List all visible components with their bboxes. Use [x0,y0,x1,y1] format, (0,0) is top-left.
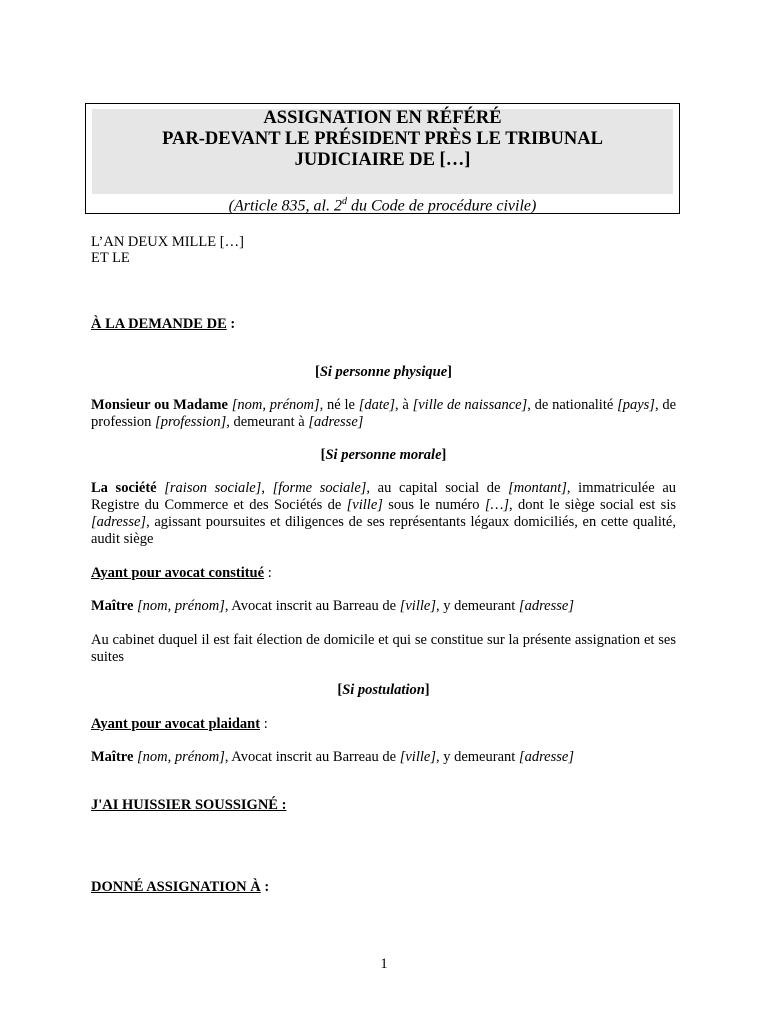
placeholder-ville: [ville] [399,749,436,765]
placeholder-adresse: [adresse] [308,414,364,430]
avocat-plaidant-heading-suffix: : [260,716,268,732]
avocat-constitue-heading-text: Ayant pour avocat constitué [91,565,265,581]
physique-marker-close: ] [447,364,452,380]
text-fragment: , né le [319,397,359,413]
text-fragment: sous le numéro [382,497,485,513]
text-fragment: , dont le siège social est sis [509,497,676,513]
demande-heading-text: À LA DEMANDE DE [91,316,227,332]
avocat-plaidant-paragraph [91,749,676,766]
subtitle-superscript: d [341,196,347,207]
placeholder-date: [date] [358,397,395,413]
text-fragment: , Avocat inscrit au Barreau de [224,749,400,765]
document-title [86,108,679,171]
assignation-heading-suffix: : [260,879,270,895]
placeholder-numero: […] [484,497,510,513]
placeholder-adresse: [adresse] [518,598,574,614]
placeholder-forme-sociale: [forme sociale] [272,480,367,496]
postulation-marker [91,682,676,699]
subtitle-text-a: (Article 835, al. 2 [228,197,342,215]
text-fragment: , demeurant à [226,414,309,430]
intro-line-2: ET LE [91,250,130,266]
physique-marker-open: [ [315,364,320,380]
placeholder-ville: [ville] [399,598,436,614]
placeholder-ville-naissance: [ville de naissance] [412,397,528,413]
personne-morale-paragraph [91,480,676,548]
morale-marker-open: [ [320,447,326,463]
page-number: 1 [380,956,388,972]
title-line-2: PAR-DEVANT LE PRÉSIDENT PRÈS LE TRIBUNAL [162,129,603,149]
title-box [85,103,680,214]
text-fragment: , de profession [91,397,677,430]
assignation-heading-text: DONNÉ ASSIGNATION À [91,879,261,895]
text-fragment: , immatriculée au Registre du Commerce et des Sociétés de [91,480,677,513]
text-fragment: , Avocat inscrit au Barreau de [224,598,400,614]
personne-physique-paragraph [91,397,676,431]
placeholder-pays: [pays] [617,397,655,413]
subtitle-text-b: du Code de procédure civile) [346,197,537,215]
text-fragment: , agissant poursuites et diligences de ses représentants légaux domiciliés, en cette qualité, audit siège [91,514,676,547]
morale-marker-text: Si personne morale [325,447,442,463]
physique-marker [91,364,676,381]
text-fragment: , au capital social de [366,480,509,496]
physique-marker-text: Si personne physique [319,364,448,380]
avocat-constitue-paragraph [91,598,676,615]
postulation-marker-text: Si postulation [342,682,425,698]
placeholder-nom-prenom: [nom, prénom] [231,397,320,413]
placeholder-adresse: [adresse] [91,514,147,530]
text-fragment: , [261,480,273,496]
title-line-1: ASSIGNATION EN RÉFÉRÉ [263,108,502,128]
huissier-heading: J'AI HUISSIER SOUSSIGNÉ : [91,797,287,813]
cabinet-paragraph: Au cabinet duquel il est fait élection de domicile et qui se constitue sur la présente assignation et ses suites [91,632,676,665]
text-fragment: , y demeurant [435,749,519,765]
morale-marker [91,447,676,464]
placeholder-ville: [ville] [346,497,383,513]
intro-line-1: L’AN DEUX MILLE […] [91,234,244,250]
text-fragment: , y demeurant [435,598,519,614]
morale-label: La société [91,480,157,496]
assignation-heading [91,879,676,896]
document-subtitle [86,196,679,215]
placeholder-profession: [profession] [155,414,227,430]
physique-label: Monsieur ou Madame [91,397,228,413]
title-line-3: JUDICIAIRE DE […] [294,150,471,170]
placeholder-adresse: [adresse] [518,749,574,765]
placeholder-nom-prenom: [nom, prénom] [137,598,225,614]
placeholder-raison-sociale: [raison sociale] [164,480,262,496]
avocat-constitue-heading [91,565,676,582]
morale-marker-close: ] [441,447,447,463]
maitre-label: Maître [91,598,134,614]
placeholder-montant: [montant] [508,480,567,496]
avocat-plaidant-heading-text: Ayant pour avocat plaidant [91,716,261,732]
demande-heading [91,316,676,333]
text-fragment: , de nationalité [527,397,618,413]
demande-heading-suffix: : [226,316,236,332]
postulation-marker-open: [ [337,682,343,698]
text-fragment: , à [395,397,413,413]
postulation-marker-close: ] [424,682,430,698]
maitre-label: Maître [91,749,134,765]
avocat-constitue-heading-suffix: : [264,565,272,581]
placeholder-nom-prenom: [nom, prénom] [137,749,225,765]
avocat-plaidant-heading [91,716,676,733]
